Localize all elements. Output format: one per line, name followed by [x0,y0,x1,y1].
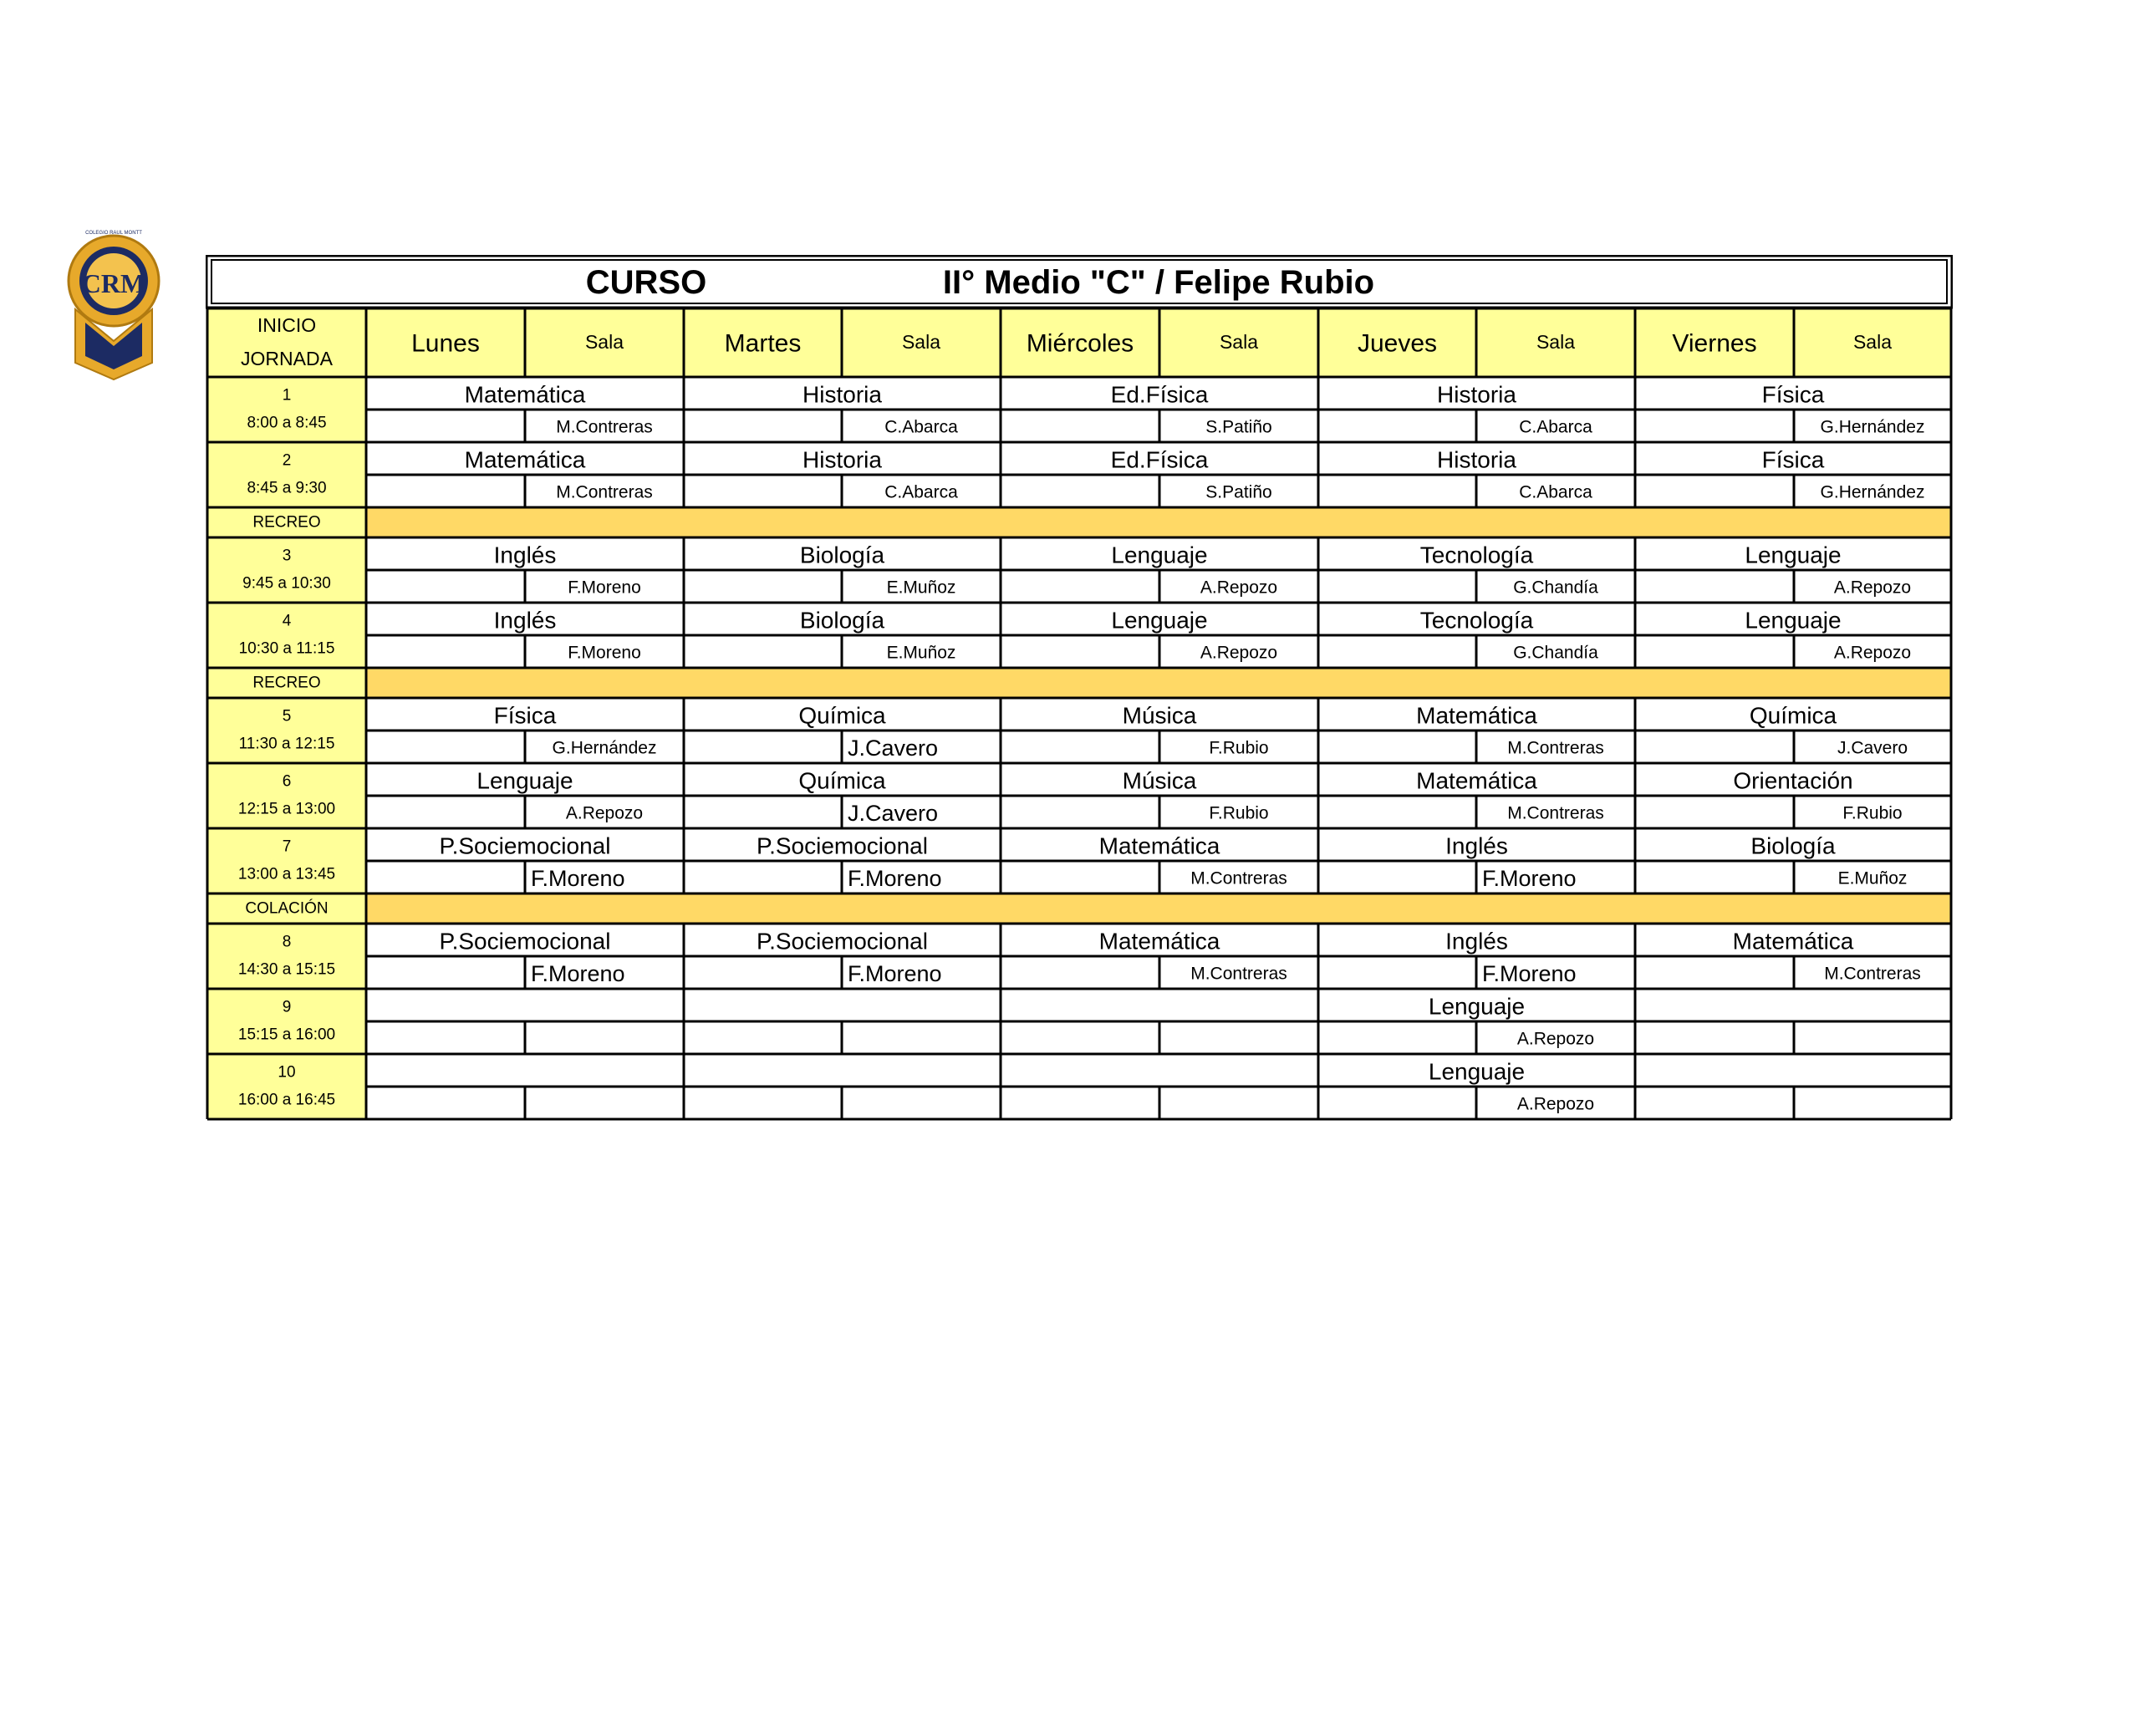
teacher-1: F.Moreno [531,866,625,891]
break-bar [366,507,1951,537]
sala-header-5: Sala [1852,331,1893,353]
logo-ring-text: COLEGIO RAUL MONTT [85,231,142,236]
period-number: 1 [282,386,292,405]
day-header-1: Lunes [411,329,480,358]
period-time: 10:30 a 11:15 [238,639,335,658]
subject-2: Química [798,702,886,729]
subject-5: Física [1761,446,1825,473]
period-time: 16:00 a 16:45 [237,1091,336,1109]
teacher-2: F.Moreno [848,961,942,986]
teacher-4: F.Moreno [1482,961,1577,986]
subject-2: Química [798,767,886,794]
subject-2: Biología [799,542,885,568]
teacher-5: A.Repozo [1833,643,1912,663]
teacher-2: E.Muñoz [886,643,956,663]
subject-5: Química [1749,702,1837,729]
subject-1: Inglés [493,607,557,634]
inicio-label: INICIO [257,314,317,336]
period-number: 7 [282,837,292,856]
break-bar [366,668,1951,698]
subject-4: Historia [1437,446,1516,473]
teacher-3: M.Contreras [1190,964,1287,984]
teacher-4: C.Abarca [1519,482,1592,502]
subject-2: P.Sociemocional [757,832,928,859]
teacher-2: J.Cavero [848,736,939,761]
subject-4: Lenguaje [1428,1058,1526,1085]
teacher-4: M.Contreras [1507,738,1604,758]
period-time: 8:00 a 8:45 [247,414,327,432]
teacher-2: J.Cavero [848,801,939,826]
day-header-5: Viernes [1672,329,1757,358]
subject-4: Inglés [1445,928,1508,955]
subject-1: P.Sociemocional [439,928,611,955]
subject-3: Lenguaje [1111,542,1208,568]
subject-3: Matemática [1098,832,1220,859]
teacher-5: G.Hernández [1820,417,1925,437]
teacher-5: G.Hernández [1820,482,1925,502]
subject-5: Lenguaje [1745,542,1842,568]
teacher-4: C.Abarca [1519,417,1592,437]
subject-5: Biología [1750,832,1836,859]
period-time: 11:30 a 12:15 [238,735,335,753]
teacher-5: A.Repozo [1833,578,1912,598]
day-header-3: Miércoles [1026,329,1134,358]
course-title: II° Medio "C" / Felipe Rubio [942,264,1375,301]
teacher-3: S.Patiño [1205,482,1272,502]
period-time: 8:45 a 9:30 [247,479,327,497]
teacher-3: F.Rubio [1209,738,1269,758]
subject-1: Matemática [464,446,586,473]
period-time: 12:15 a 13:00 [237,800,336,818]
teacher-4: G.Chandía [1513,643,1598,663]
subject-3: Ed.Física [1110,381,1209,408]
subject-3: Ed.Física [1110,446,1209,473]
course-label: CURSO [585,264,707,301]
teacher-1: F.Moreno [531,961,625,986]
teacher-1: M.Contreras [556,417,653,437]
period-time: 13:00 a 13:45 [237,865,336,883]
subject-4: Historia [1437,381,1516,408]
break-label: COLACIÓN [245,899,329,918]
teacher-2: F.Moreno [848,866,942,891]
subject-4: Matemática [1416,702,1537,729]
teacher-1: M.Contreras [556,482,653,502]
period-number: 4 [282,612,292,630]
period-time: 14:30 a 15:15 [237,960,336,979]
sala-header-1: Sala [584,331,624,353]
day-header-2: Martes [724,329,802,358]
day-header-4: Jueves [1357,329,1438,358]
jornada-label: JORNADA [241,348,333,369]
sala-header-3: Sala [1219,331,1259,353]
subject-1: Matemática [464,381,586,408]
subject-2: Historia [802,446,882,473]
sala-header-4: Sala [1536,331,1576,353]
subject-2: Biología [799,607,885,634]
period-number: 5 [282,707,292,725]
teacher-1: F.Moreno [568,643,641,663]
teacher-3: F.Rubio [1209,803,1269,823]
break-label: RECREO [252,674,321,692]
period-number: 9 [282,998,292,1016]
teacher-3: A.Repozo [1200,578,1278,598]
subject-2: P.Sociemocional [757,928,928,955]
period-number: 2 [282,451,292,470]
subject-5: Matemática [1732,928,1854,955]
subject-5: Orientación [1733,767,1853,794]
sala-header-2: Sala [901,331,941,353]
subject-4: Inglés [1445,832,1508,859]
teacher-2: C.Abarca [884,482,958,502]
subject-3: Matemática [1098,928,1220,955]
subject-4: Lenguaje [1428,993,1526,1020]
break-label: RECREO [252,513,321,532]
teacher-1: G.Hernández [552,738,657,758]
subject-1: Lenguaje [476,767,573,794]
period-number: 10 [278,1063,296,1082]
teacher-4: F.Moreno [1482,866,1577,891]
break-bar [366,893,1951,924]
teacher-1: A.Repozo [565,803,644,823]
teacher-5: E.Muñoz [1837,868,1908,888]
teacher-4: A.Repozo [1516,1029,1595,1049]
teacher-3: A.Repozo [1200,643,1278,663]
teacher-2: E.Muñoz [886,578,956,598]
period-time: 9:45 a 10:30 [242,574,331,593]
subject-5: Lenguaje [1745,607,1842,634]
subject-2: Historia [802,381,882,408]
subject-4: Tecnología [1419,542,1534,568]
teacher-3: S.Patiño [1205,417,1272,437]
subject-1: Física [493,702,557,729]
period-number: 3 [282,547,292,565]
period-number: 6 [282,772,292,791]
school-crest-logo [67,216,160,381]
logo-letters: CRM [81,268,146,298]
subject-4: Tecnología [1419,607,1534,634]
subject-1: Inglés [493,542,557,568]
teacher-5: F.Rubio [1842,803,1903,823]
teacher-3: M.Contreras [1190,868,1287,888]
teacher-2: C.Abarca [884,417,958,437]
period-number: 8 [282,933,292,951]
teacher-5: J.Cavero [1837,738,1908,758]
teacher-4: M.Contreras [1507,803,1604,823]
subject-3: Música [1122,702,1197,729]
teacher-4: A.Repozo [1516,1094,1595,1114]
schedule-table [206,255,1953,1137]
subject-5: Física [1761,381,1825,408]
subject-3: Música [1122,767,1197,794]
teacher-1: F.Moreno [568,578,641,598]
teacher-4: G.Chandía [1513,578,1598,598]
subject-3: Lenguaje [1111,607,1208,634]
teacher-5: M.Contreras [1824,964,1921,984]
subject-4: Matemática [1416,767,1537,794]
period-time: 15:15 a 16:00 [237,1026,336,1044]
subject-1: P.Sociemocional [439,832,611,859]
